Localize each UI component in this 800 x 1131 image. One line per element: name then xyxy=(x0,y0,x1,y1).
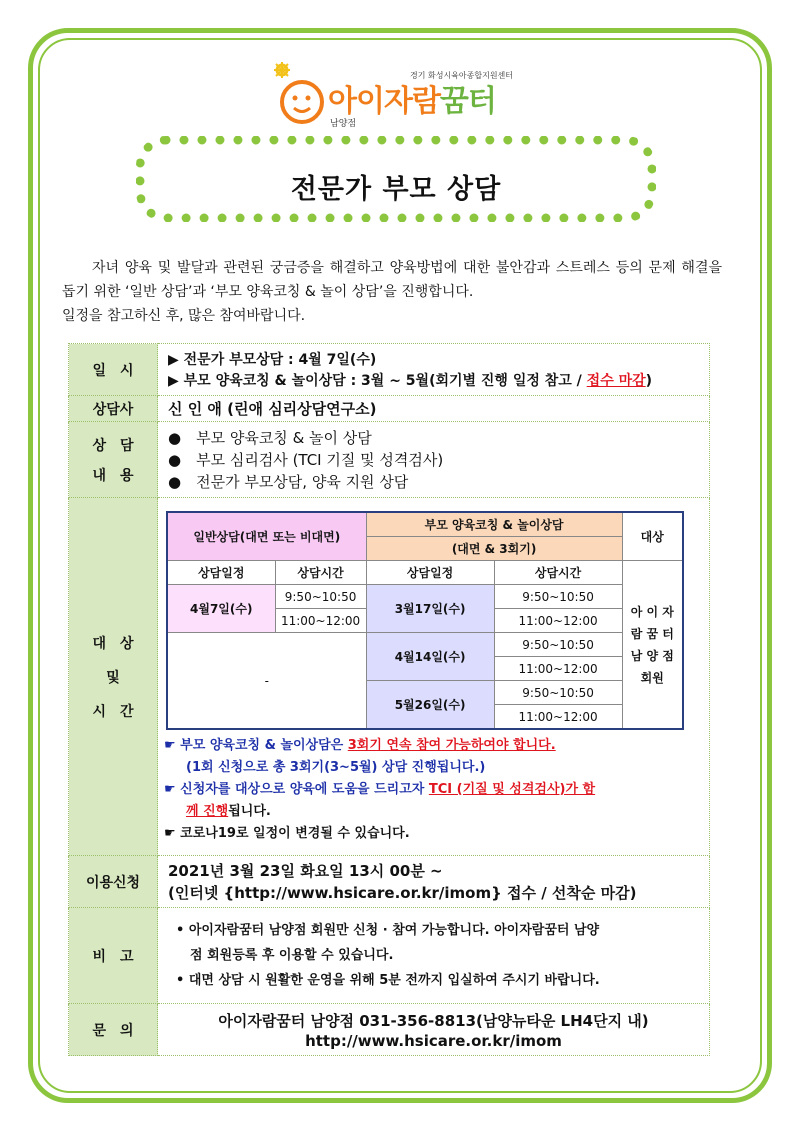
remarks-line-3: • 대면 상담 시 원활한 운영을 위해 5분 전까지 입실하여 주시기 바랍니다. xyxy=(176,972,600,988)
registration-closed-text: 접수 마감 xyxy=(586,373,646,389)
intro-paragraph-2: 일정을 참고하신 후, 많은 참여바랍니다. xyxy=(62,308,306,324)
apply-line-1: 2021년 3월 23일 화요일 13시 00분 ~ xyxy=(168,862,443,880)
general-time-1: 9:50~10:50 xyxy=(275,585,366,609)
contact-line-1: 아이자람꿈터 남양점 031-356-8813(남양뉴타운 LH4단지 내) xyxy=(218,1011,649,1030)
coaching-time: 11:00~12:00 xyxy=(494,705,622,730)
contact-url[interactable]: http://www.hsicare.or.kr/imom xyxy=(305,1031,562,1050)
coaching-col-date: 상담일정 xyxy=(366,561,494,585)
label-target-time xyxy=(69,498,158,856)
coaching-date-3: 5월26일(수) xyxy=(366,681,494,730)
coaching-time: 9:50~10:50 xyxy=(494,633,622,657)
label-content-2: 내 용 xyxy=(92,467,134,484)
target-header: 대상 xyxy=(622,512,683,561)
sun-face-icon xyxy=(270,62,328,126)
target-line: 회원 xyxy=(640,670,664,685)
counselor-name: 신 인 애 (린애 심리상담연구소) xyxy=(158,396,710,422)
schedule-line-1: ▶ 전문가 부모상담 : 4월 7일(수) xyxy=(168,352,377,368)
note-2-highlight-2: 께 진행 xyxy=(186,804,229,819)
note-1-sub: (1회 신청으로 총 3회기(3~5월) 상담 진행됩니다.) xyxy=(186,760,486,775)
target-time-content xyxy=(158,498,710,856)
label-content xyxy=(69,422,158,498)
coaching-date-1: 3월17일(수) xyxy=(366,585,494,633)
label-target-1: 대 상 xyxy=(92,635,134,652)
schedule-table xyxy=(166,511,684,730)
remarks-content xyxy=(158,908,710,1004)
label-counselor: 상담사 xyxy=(69,396,158,422)
row-remarks xyxy=(69,908,710,1004)
coaching-time: 11:00~12:00 xyxy=(494,609,622,633)
note-2-cont xyxy=(164,802,699,822)
label-contact: 문 의 xyxy=(69,1004,158,1056)
remarks-line-2: 점 회원등록 후 이용할 수 있습니다. xyxy=(190,947,394,963)
logo-name xyxy=(328,76,496,120)
general-col-date: 상담일정 xyxy=(167,561,275,585)
general-header: 일반상담(대면 또는 비대면) xyxy=(167,512,366,561)
note-2 xyxy=(164,780,699,800)
apply-line-2: (인터넷 {http://www.hsicare.or.kr/imom} 접수 / 선착순 마감) xyxy=(168,884,637,902)
logo-subtitle: 경기 화성시육아종합지원센터 xyxy=(410,71,514,80)
label-apply: 이용신청 xyxy=(69,856,158,908)
row-schedule xyxy=(69,344,710,396)
general-time-2: 11:00~12:00 xyxy=(275,609,366,633)
label-remarks: 비 고 xyxy=(69,908,158,1004)
schedule-line-2-text: ▶ 부모 양육코칭 & 놀이상담 : 3월 ~ 5월(회기별 진행 일정 참고 / xyxy=(168,373,587,389)
target-line: 람 꿈 터 xyxy=(630,626,674,641)
schedule-content xyxy=(158,344,710,396)
coaching-date-2: 4월14일(수) xyxy=(366,633,494,681)
label-target-2: 및 xyxy=(106,669,120,686)
coaching-header-2: (대면 & 3회기) xyxy=(366,537,622,561)
content-list xyxy=(158,422,710,498)
contact-content xyxy=(158,1004,710,1056)
coaching-header-1: 부모 양육코칭 & 놀이상담 xyxy=(366,512,622,537)
general-empty: - xyxy=(167,633,366,730)
note-2-highlight: TCI (기질 및 성격검사)가 함 xyxy=(428,782,596,797)
title-frame xyxy=(136,136,656,222)
label-content-1: 상 담 xyxy=(92,437,134,454)
coaching-time: 11:00~12:00 xyxy=(494,657,622,681)
logo xyxy=(270,62,540,132)
list-item: ● 전문가 부모상담, 양육 지원 상담 xyxy=(168,473,409,491)
coaching-col-time: 상담시간 xyxy=(494,561,622,585)
row-target-time xyxy=(69,498,710,856)
note-2-text: ☛ 신청자를 대상으로 양육에 도움을 드리고자 xyxy=(164,782,429,797)
note-1-highlight: 3회기 연속 참여 가능하여야 합니다. xyxy=(347,738,556,753)
info-table xyxy=(68,343,710,1056)
coaching-time: 9:50~10:50 xyxy=(494,681,622,705)
list-item: ● 부모 양육코칭 & 놀이 상담 xyxy=(168,429,372,447)
page-title: 전문가 부모 상담 xyxy=(290,174,502,205)
apply-content xyxy=(158,856,710,908)
row-counselor xyxy=(69,396,710,422)
label-schedule: 일 시 xyxy=(69,344,158,396)
note-1 xyxy=(164,736,699,756)
target-line: 남 양 점 xyxy=(630,648,674,663)
note-1-text: ☛ 부모 양육코칭 & 놀이상담은 xyxy=(164,738,348,753)
target-cell xyxy=(622,561,683,730)
label-target-3: 시 간 xyxy=(92,703,134,720)
intro-paragraph-1: 자녀 양육 및 발달과 관련된 궁금증을 해결하고 양육방법에 대한 불안감과 스트레스 등의 문제 해결을 돕기 위한 ‘일반 상담’과 ‘부모 양육코칭 & 놀이 상담’을 진행합니다. xyxy=(62,260,722,300)
general-date: 4월7일(수) xyxy=(167,585,275,633)
note-3: ☛ 코로나19로 일정이 변경될 수 있습니다. xyxy=(164,826,410,841)
row-contact xyxy=(69,1004,710,1056)
coaching-time: 9:50~10:50 xyxy=(494,585,622,609)
logo-name-accent: 꿈터 xyxy=(439,84,496,119)
logo-branch: 남양점 xyxy=(330,119,357,129)
logo-name-main: 아이자람 xyxy=(328,84,440,119)
notes xyxy=(158,736,709,852)
general-col-time: 상담시간 xyxy=(275,561,366,585)
remarks-line-1: • 아이자람꿈터 남양점 회원만 신청 · 참여 가능합니다. 아이자람꿈터 남양 xyxy=(176,922,600,938)
target-line: 아 이 자 xyxy=(630,604,674,619)
row-apply xyxy=(69,856,710,908)
intro-text xyxy=(62,256,722,328)
row-content xyxy=(69,422,710,498)
note-2-end: 됩니다. xyxy=(228,804,271,819)
list-item: ● 부모 심리검사 (TCI 기질 및 성격검사) xyxy=(168,451,444,469)
schedule-line-2-end: ) xyxy=(645,373,653,389)
schedule-line-2 xyxy=(168,370,699,390)
